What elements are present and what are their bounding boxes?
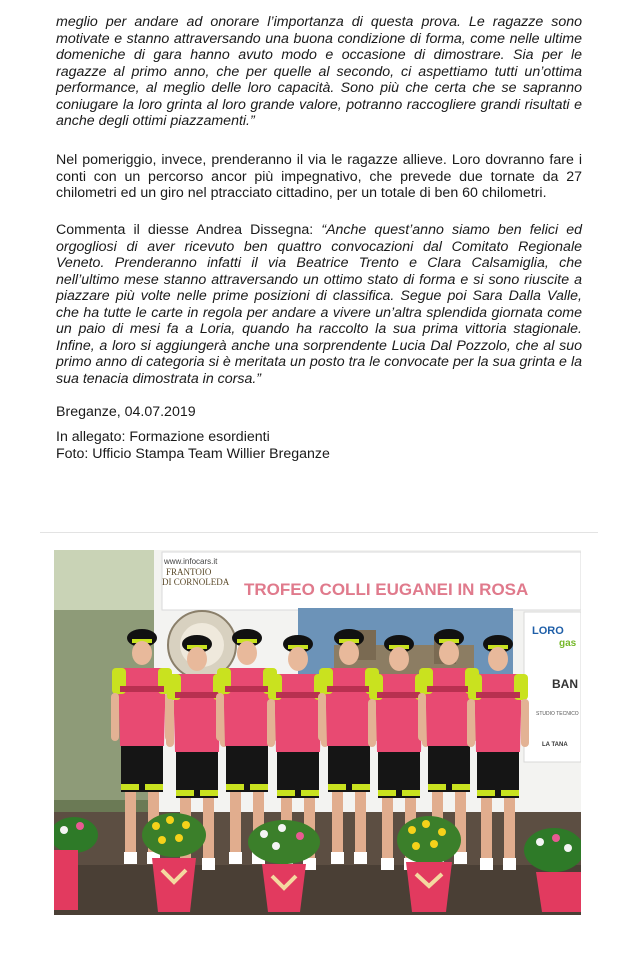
paragraph-2-text: Nel pomeriggio, invece, prenderanno il via le ragazze allieve. Loro dovranno fare i conti con un percorso ancor più impegnativo, che prevede due tornate da 27 chilometri ed un giro nel ptracciato cittadino, per un totale di ben 60 chilometri. [56,152,582,201]
divider [40,532,598,533]
attachment-note: In allegato: Formazione esordienti [56,429,270,445]
comment-quote: “Anche quest’anno siamo ben felici ed orgogliosi di aver ricevuto ben quattro convocazioni dal Comitato Regionale Veneto. Prenderanno infatti il via Beatrice Trento e Clara Calsamiglia, che nell’ultimo mese stanno attraversando un ottimo stato di forma e si sono riuscite a piazzare più volte nelle prime posizioni di classifica. Segue poi Sara Dalla Valle, che ha tutte le carte in regola per andare a vivere un’altra splendida giornata come un paio di mesi fa a Loria, quando ha raccolto la sua prima vittoria stagionale. Infine, a loro si aggiungerà anche una sorprendente Lucia Dal Pozzolo, che al suo primo anno di categoria si è meritata un posto tra le convocate per la sua grinta e la sua tenacia dimostrata in corsa.” [56,222,583,387]
afternoon-paragraph [56,152,582,202]
sponsor-web: www.infocars.it [164,557,218,566]
comment-intro: Commenta il diesse Andrea Dissegna: [56,222,322,238]
sponsor-frantoio-1: FRANTOIO [166,567,212,577]
dissegna-comment-paragraph [56,222,582,387]
sponsor-frantoio-2: DI CORNOLEDA [162,577,230,587]
photo-credit: Foto: Ufficio Stampa Team Willier Breganze [56,446,330,462]
sponsor-loro: LORO [532,625,564,637]
sponsor-ban: BAN [552,677,578,691]
sponsor-studio: STUDIO TECNICO [536,711,579,717]
quote-paragraph-1 [56,14,582,130]
team-photo [54,550,581,915]
quote-1-text: meglio per andare ad onorare l’importanza di questa prova. Le ragazze sono motivate e stanno attraversando una buona condizione di forma, come nelle ultime domeniche di gara hanno avuto modo e occasione di dimostrare. Sia per le ragazze al primo anno, che per quelle al secondo, ci aspettiamo tutti un’ottima performance, al meglio delle loro capacità. Sono più che certa che se sapranno coniugare la loro grinta al loro grande valore, potranno raccogliere grandi risultati e anche degli ottimi piazzamenti.” [56,14,582,129]
sponsor-taverna: LA TANA [542,742,568,748]
place-date: Breganze, 04.07.2019 [56,404,196,420]
banner-title: TROFEO COLLI EUGANEI IN ROSA [244,580,529,599]
sponsor-gas: gas [559,638,577,649]
